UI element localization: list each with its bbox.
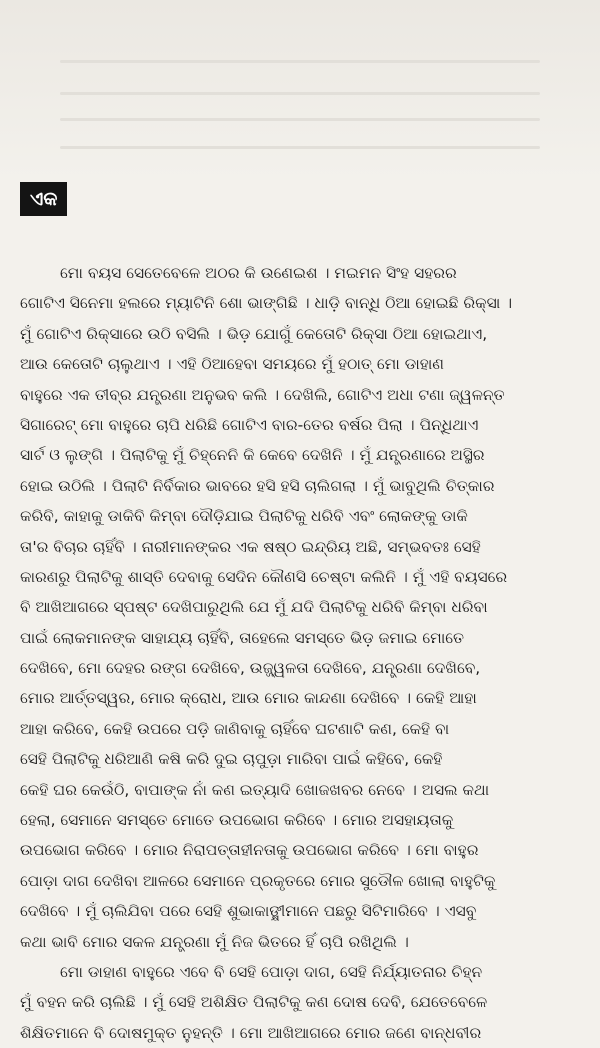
- text-line: ଆଉ କେତୋଟି ଚାଲୁଥାଏ । ଏହି ଠିଆହେବା ସମୟରେ ମୁଁ ହଠାତ୍ ମୋ ଡାହାଣ: [20, 355, 445, 374]
- text-line: କାରଣରୁ ପିଲାଟିକୁ ଶାସ୍ତି ଦେବାକୁ ସେଦିନ କୌଣସି ଚେଷ୍ଟା କଲିନି । ମୁଁ ଏହି ବୟସରେ: [20, 567, 508, 586]
- previous-page-bleed: [0, 0, 600, 180]
- paragraph-2: [20, 957, 580, 1048]
- body-text: [20, 258, 580, 1048]
- text-line: କରିବି, କାହାକୁ ଡାକିବି କିମ୍ବା ଦୌଡ଼ିଯାଇ ପିଲାଟିକୁ ଧରିବି ଏବଂ ଲୋକଙ୍କୁ ଡାକି: [20, 507, 468, 526]
- text-line: କଥା ଭାବି ମୋର ସକଳ ଯନ୍ତ୍ରଣା ମୁଁ ନିଜ ଭିତରେ ହିଁ ଚାପି ରଖିଥିଲି ।: [20, 932, 409, 951]
- text-line: ହେଲା, ସେମାନେ ସମସ୍ତେ ମୋତେ ଉପଭୋଗ କରିବେ । ମୋର ଅସହାୟତାକୁ: [20, 811, 454, 830]
- bleed-line: [60, 92, 540, 95]
- text-line: ବାହୁରେ ଏକ ତୀବ୍ର ଯନ୍ତ୍ରଣା ଅନୁଭବ କଲି । ଦେଖିଲି, ଗୋଟିଏ ଅଧା ଟଣା ଜ୍ୱଳନ୍ତ: [20, 385, 505, 404]
- bleed-line: [60, 146, 540, 149]
- text-line: ପାଇଁ ଲୋକମାନଙ୍କ ସାହାଯ୍ୟ ଚାହିଁବି, ତାହେଲେ ସମସ୍ତେ ଭିଡ଼ ଜମାଇ ମୋତେ: [20, 628, 465, 647]
- text-line: ମୋର ଆର୍ତ୍ତସ୍ୱର, ମୋର କ୍ରୋଧ, ଆଉ ମୋର କାନ୍ଦଣା ଦେଖିବେ । କେହି ଆହା: [20, 689, 477, 708]
- text-line: ସେହି ପିଲାଟିକୁ ଧରିଆଣି କଷି କରି ଦୁଇ ଚାପୁଡ଼ା ମାରିବା ପାଇଁ କହିବେ, କେହି: [20, 750, 443, 769]
- text-line: ମୋ ଡାହାଣ ବାହୁରେ ଏବେ ବି ସେହି ପୋଡ଼ା ଦାଗ, ସେହି ନିର୍ଯ୍ୟାତନାର ଚିହ୍ନ: [60, 962, 483, 981]
- bleed-line: [60, 118, 540, 121]
- text-line: ଦେଖିବେ, ମୋ ଦେହର ରଙ୍ଗ ଦେଖିବେ, ଉଜ୍ଜ୍ୱଳତା ଦେଖିବେ, ଯନ୍ତ୍ରଣା ଦେଖିବେ,: [20, 659, 481, 678]
- text-line: ବି ଆଖିଆଗରେ ସ୍ପଷ୍ଟ ଦେଖିପାରୁଥିଲି ଯେ ମୁଁ ଯଦି ପିଲାଟିକୁ ଧରିବି କିମ୍ବା ଧରିବା: [20, 598, 488, 617]
- paragraph-1: [20, 258, 580, 957]
- text-line: ମୁଁ ଗୋଟିଏ ରିକ୍ସାରେ ଉଠି ବସିଲି । ଭିଡ଼ ଯୋଗୁଁ କେତୋଟି ରିକ୍ସା ଠିଆ ହୋଇଥାଏ,: [20, 324, 488, 343]
- bleed-line: [60, 60, 540, 63]
- text-line: ସିଗାରେଟ୍ ମୋ ବାହୁରେ ଚାପି ଧରିଛି ଗୋଟିଏ ବାର-ତେର ବର୍ଷର ପିଲା । ପିନ୍ଧିଥାଏ: [20, 415, 479, 434]
- text-line: ଶିକ୍ଷିତମାନେ ବି ଦୋଷମୁକ୍ତ ନୁହନ୍ତି । ମୋ ଆଖିଆଗରେ ମୋର ଜଣେ ବାନ୍ଧବୀର: [20, 1023, 482, 1042]
- text-line: ମୁଁ ବହନ କରି ଚାଲିଛି । ମୁଁ ସେହି ଅଶିକ୍ଷିତ ପିଲାଟିକୁ କଣ ଦୋଷ ଦେବି, ଯେତେବେଳେ: [20, 993, 488, 1012]
- text-line: ସାର୍ଟ ଓ ଲୁଙ୍ଗି । ପିଲାଟିକୁ ମୁଁ ଚିହ୍ନେନି କି କେବେ ଦେଖିନି । ମୁଁ ଯନ୍ତ୍ରଣାରେ ଅସ୍ଥିର: [20, 446, 485, 465]
- text-line: ହୋଇ ଉଠିଲି । ପିଲାଟି ନିର୍ବିକାର ଭାବରେ ହସି ହସି ଚାଲିଗଲା । ମୁଁ ଭାବୁଥିଲି ଚିତ୍କାର: [20, 476, 495, 495]
- text-line: ଆହା କରିବେ, କେହି ଉପରେ ପଡ଼ି ଜାଣିବାକୁ ଚାହିଁବେ ଘଟଣାଟି କଣ, କେହି ବା: [20, 719, 450, 738]
- text-line: ଉପଭୋଗ କରିବେ । ମୋର ନିରାପତ୍ତାହୀନତାକୁ ଉପଭୋଗ କରିବେ । ମୋ ବାହୁର: [20, 841, 479, 860]
- text-line: ଗୋଟିଏ ସିନେମା ହଲରେ ମ୍ୟାଟିନି ଶୋ ଭାଙ୍ଗିଛି । ଧାଡ଼ି ବାନ୍ଧି ଠିଆ ହୋଇଛି ରିକ୍ସା ।: [20, 294, 513, 313]
- text-line: ଦେଖିବେ । ମୁଁ ଚାଲିଯିବା ପରେ ସେହି ଶୁଭାକାଙ୍କ୍ଷୀମାନେ ପଛରୁ ସିଟିମାରିବେ । ଏସବୁ: [20, 902, 477, 921]
- chapter-heading: ଏକ: [20, 182, 67, 216]
- text-line: ତା'ର ବିଚାର ଚାହିଁବି । ନାରୀମାନଙ୍କର ଏକ ଷଷ୍ଠ ଇନ୍ଦ୍ରିୟ ଅଛି, ସମ୍ଭବତଃ ସେହି: [20, 537, 481, 556]
- text-line: ପୋଡ଼ା ଦାଗ ଦେଖିବା ଆଳରେ ସେମାନେ ପ୍ରକୃତରେ ମୋର ସୁଡୌଳ ଖୋଲା ବାହୁଟିକୁ: [20, 871, 496, 890]
- text-line: କେହି ଘର କେଉଁଠି, ବାପାଙ୍କ ନାଁ କଣ ଇତ୍ୟାଦି ଖୋଜଖବର ନେବେ । ଅସଲ କଥା: [20, 780, 490, 799]
- text-line: ମୋ ବୟସ ସେତେବେଳେ ଅଠର କି ଉଣେଇଶ । ମଇମନ ସିଂହ ସହରର: [60, 264, 457, 282]
